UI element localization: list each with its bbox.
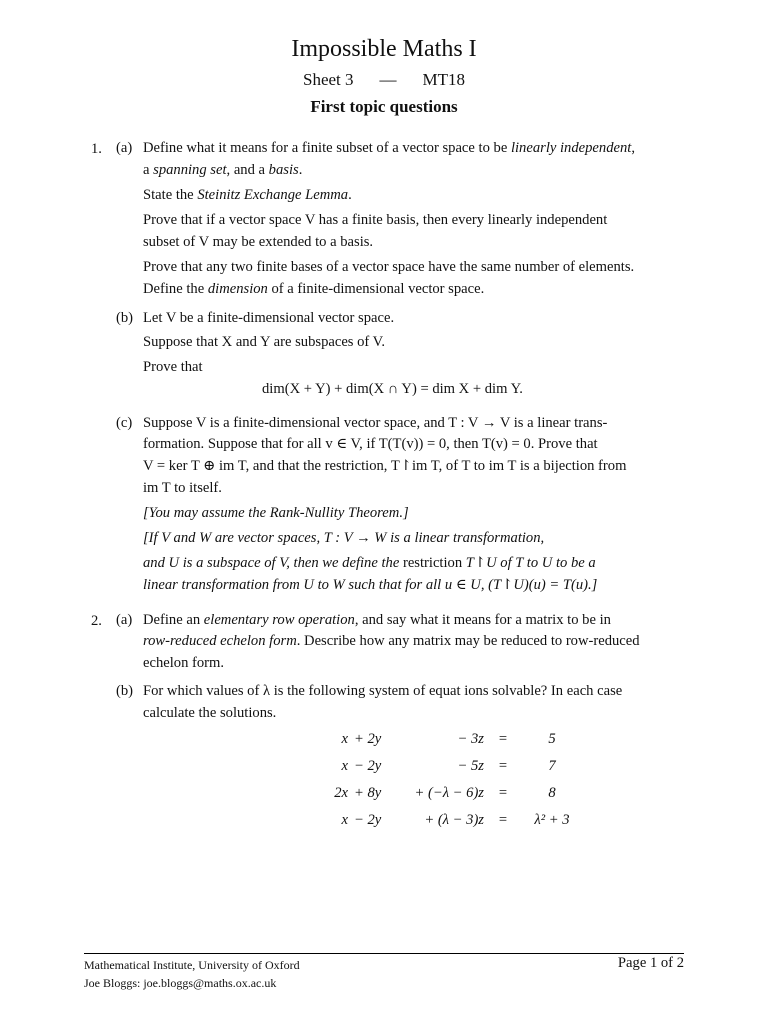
q1c-note-2: [If V and W are vector spaces, T : V → W is a linear transformation, — [143, 530, 545, 546]
equation-cell: x — [341, 812, 348, 828]
q1c-line-3: V = ker T ⊕ im T, and that the restriction, T↾im T, of T to im T is a bijection from — [143, 458, 627, 474]
q1b-line-2: Suppose that X and Y are subspaces of V. — [143, 334, 385, 350]
equation-cell: λ² + 3 — [534, 812, 570, 828]
equation-row — [318, 780, 582, 807]
q1a-line-3: State the Steinitz Exchange Lemma. — [143, 187, 352, 203]
equation-cell: − 5z — [457, 758, 484, 774]
q1b-equation: dim(X + Y) + dim(X ∩ Y) = dim X + dim Y. — [262, 381, 523, 397]
q1c-line-2: formation. Suppose that for all v ∈ V, if T(T(v)) = 0, then T(v) = 0. Prove that — [143, 436, 598, 452]
equation-cell: 7 — [548, 758, 556, 774]
equation-cell: + 2y — [354, 731, 382, 747]
q2a-label: (a) — [116, 612, 133, 628]
equation-cell: + (−λ − 6)z — [414, 785, 484, 801]
footer-institute: Mathematical Institute, University of Oxford — [84, 958, 300, 972]
sheet-number: Sheet 3 — [302, 70, 354, 89]
equation-row — [318, 726, 582, 753]
q1a-line-5: subset of V may be extended to a basis. — [143, 234, 374, 250]
q2b-line-2: calculate the solutions. — [143, 705, 277, 721]
equation-cell: 5 — [548, 731, 556, 747]
equation-cell: − 3z — [457, 731, 484, 747]
q1a-line-7: Define the dimension of a finite-dimensional vector space. — [143, 281, 485, 297]
equation-cell: − 2y — [354, 812, 382, 828]
q1c-line-4: im T to itself. — [143, 480, 222, 496]
sheet-title: Impossible Maths I — [291, 36, 477, 62]
term-code: MT18 — [422, 70, 466, 89]
equation-cell: x — [341, 731, 348, 747]
equation-cell: 8 — [548, 785, 556, 801]
equation-cell: 2x — [334, 785, 348, 801]
equation-cell: = — [498, 785, 508, 801]
equation-row — [318, 807, 582, 834]
q1c-line-1: Suppose V is a finite-dimensional vector space, and T : V → V is a linear trans- — [143, 415, 608, 431]
equation-cell: = — [498, 758, 508, 774]
q1c-note-3: and U is a subspace of V, then we define the restriction T↾U of T to U to be a — [143, 555, 596, 571]
q1a-line-2: a spanning set, and a basis. — [143, 162, 303, 178]
equation-cell: − 2y — [354, 758, 382, 774]
q1c-note-4: linear transformation from U to W such that for all u ∈ U, (T↾U)(u) = T(u).] — [143, 577, 598, 593]
sheet-subtitle — [0, 70, 768, 90]
equation-cell: x — [341, 758, 348, 774]
question-1-number: 1. — [91, 141, 102, 157]
q2b-label: (b) — [116, 683, 134, 699]
equation-system — [318, 726, 582, 834]
equation-cell: + (λ − 3)z — [424, 812, 484, 828]
equation-cell: + 8y — [354, 785, 382, 801]
subtitle-dash: — — [379, 70, 397, 89]
q1c-label: (c) — [116, 415, 133, 431]
q2a-line-2: row-reduced echelon form. Describe how any matrix may be reduced to row-reduced — [143, 633, 640, 649]
q1a-label: (a) — [116, 140, 133, 156]
topic-heading: First topic questions — [310, 97, 458, 116]
equation-cell: = — [498, 731, 508, 747]
q1c-note-1: [You may assume the Rank-Nullity Theorem.] — [143, 505, 409, 521]
q1a-line-1: Define what it means for a finite subset of a vector space to be linearly independent, — [143, 140, 635, 156]
q2a-line-1: Define an elementary row operation, and say what it means for a matrix to be in — [143, 612, 611, 628]
q2a-line-3: echelon form. — [143, 655, 225, 671]
q1a-line-4: Prove that if a vector space V has a finite basis, then every linearly independent — [143, 212, 608, 228]
footer-rule — [84, 953, 684, 954]
question-2-number: 2. — [91, 613, 102, 629]
q1a-line-6: Prove that any two finite bases of a vector space have the same number of elements. — [143, 259, 635, 275]
equation-cell: = — [498, 812, 508, 828]
page-number: Page 1 of 2 — [617, 955, 684, 971]
equation-row — [318, 753, 582, 780]
q1b-line-1: Let V be a finite-dimensional vector space. — [143, 310, 395, 326]
q1b-line-3: Prove that — [143, 359, 203, 375]
footer-author: Joe Bloggs: joe.bloggs@maths.ox.ac.uk — [84, 976, 277, 990]
q2b-line-1: For which values of λ is the following system of equat ions solvable? In each case — [143, 683, 623, 699]
q1b-label: (b) — [116, 310, 134, 326]
